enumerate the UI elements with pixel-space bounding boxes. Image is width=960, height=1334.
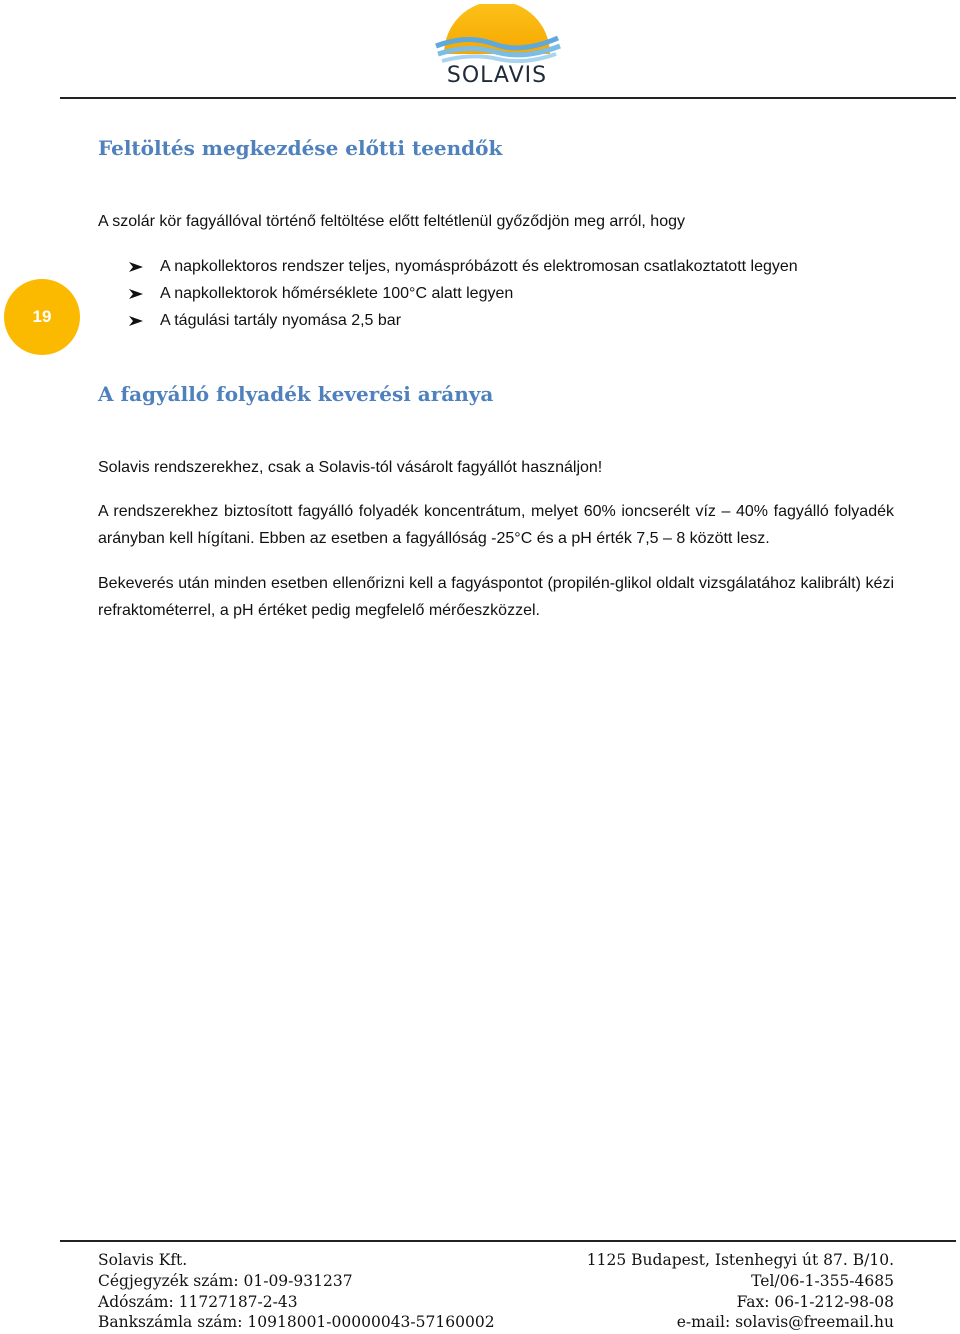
address: 1125 Budapest, Istenhegyi út 87. B/10.: [586, 1251, 894, 1269]
arrow-bullet-icon: [128, 315, 144, 327]
footer-contact-info: [560, 1250, 894, 1333]
tax-number: Adószám: 11727187-2-43: [98, 1292, 298, 1311]
list-item-text: A napkollektoros rendszer teljes, nyomáspróbázott és elektromosan csatlakoztatott legyen: [160, 257, 798, 275]
email: e-mail: solavis@freemail.hu: [676, 1313, 894, 1332]
list-item: [128, 253, 798, 280]
list-item: [128, 280, 798, 307]
phone: Tel/06-1-355-4685: [751, 1271, 894, 1290]
registration-number: Cégjegyzék szám: 01-09-931237: [98, 1271, 353, 1290]
sun-waves-icon: [432, 4, 562, 66]
header-divider: [60, 97, 956, 99]
solavis-logo: [432, 4, 562, 88]
arrow-bullet-icon: [128, 288, 144, 300]
fax: Fax: 06-1-212-98-08: [736, 1292, 894, 1311]
footer-company-info: [98, 1250, 495, 1333]
list-item-text: A tágulási tartály nyomása 2,5 bar: [160, 311, 402, 329]
checklist: [128, 253, 798, 334]
logo-text: SOLAVIS: [446, 63, 548, 88]
paragraph-dilution: A rendszerekhez biztosított fagyálló folyadék koncentrátum, melyet 60% ioncserélt víz – 40% fagyálló folyadék arányban kell hígítani. Ebben az esetben a fagyállóság -25°C és a pH érték 7,5 – 8 között lesz.: [98, 503, 894, 547]
section-heading-prefill: Feltöltés megkezdése előtti teendők: [98, 136, 503, 160]
list-item-text: A napkollektorok hőmérséklete 100°C alatt legyen: [160, 284, 514, 302]
page-number-badge: 19: [4, 279, 80, 355]
bank-account: Bankszámla szám: 10918001-00000043-57160002: [98, 1313, 495, 1332]
section-heading-mixing-ratio: A fagyálló folyadék keverési aránya: [98, 382, 494, 406]
company-name: Solavis Kft.: [98, 1251, 188, 1269]
intro-paragraph: A szolár kör fagyállóval történő feltöltése előtt feltétlenül győződjön meg arról, hogy: [98, 213, 685, 230]
paragraph-verification: Bekeverés után minden esetben ellenőrizni kell a fagyáspontot (propilén-glikol oldalt vizsgálatához kalibrált) kézi refraktométerrel, a pH értéket pedig megfelelő mérőeszközzel.: [98, 575, 894, 619]
paragraph-antifreeze-source: Solavis rendszerekhez, csak a Solavis-tól vásárolt fagyállót használjon!: [98, 459, 603, 476]
list-item: [128, 307, 798, 334]
footer-divider: [60, 1240, 956, 1242]
arrow-bullet-icon: [128, 261, 144, 273]
